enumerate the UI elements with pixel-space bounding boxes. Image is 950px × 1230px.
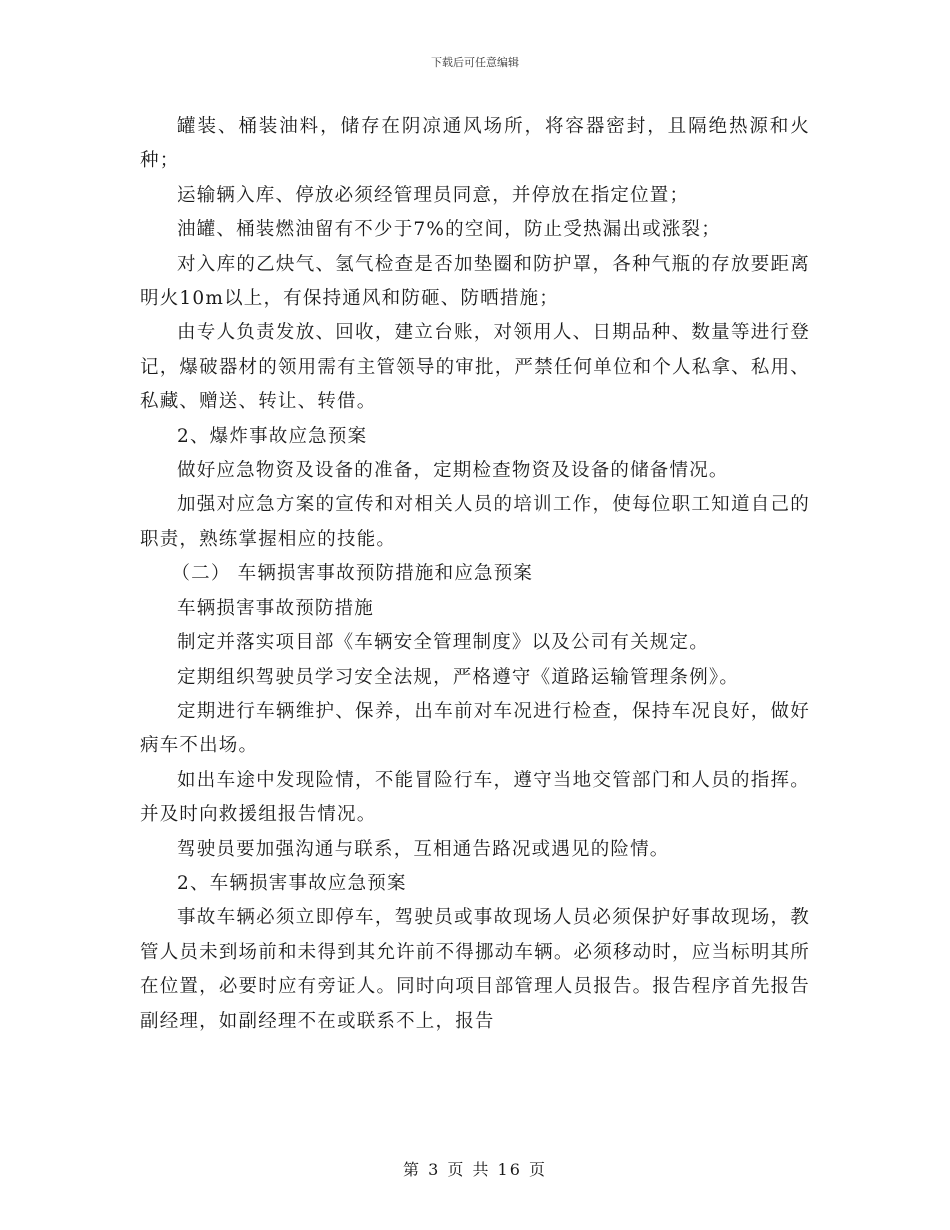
paragraph-emergency-supplies: 做好应急物资及设备的准备，定期检查物资及设备的储备情况。 (177, 460, 729, 482)
heading-explosion-emergency-plan: 2、爆炸事故应急预案 (177, 425, 368, 447)
paragraph-gas-cylinders: 对入库的乙炔气、氢气检查是否加垫圈和防护罩，各种气瓶的存放要距离明火10m以上，有保持通风和防砸、防晒措施； (140, 253, 810, 310)
paragraph-accident-procedure: 事故车辆必须立即停车，驾驶员或事故现场人员必须保护好事故现场，教管人员未到场前和未得到其允许前不得挪动车辆。必须移动时，应当标明其所在位置，必要时应有旁证人。同时向项目部管理人员报告。报告程序首先报告副经理，如副经理不在或联系不上，报告 (140, 907, 810, 1032)
heading-vehicle-damage-section: （二） 车辆损害事故预防措施和应急预案 (171, 563, 534, 585)
page-number: 第 3 页 共 16 页 (403, 1160, 547, 1179)
paragraph-driver-communication: 驾驶员要加强沟通与联系，互相通告路况或遇见的险情。 (177, 838, 670, 860)
paragraph-training: 加强对应急方案的宣传和对相关人员的培训工作，使每位职工知道自己的职责，熟练掌握相应的技能。 (140, 494, 810, 550)
paragraph-oil-storage: 罐装、桶装油料，储存在阴凉通风场所，将容器密封，且隔绝热源和火种； (140, 116, 810, 172)
paragraph-issuance-registry: 由专人负责发放、回收，建立台账，对领用人、日期品种、数量等进行登记，爆破器材的领用需有主管领导的审批，严禁任何单位和个人私拿、私用、私藏、赠送、转让、转借。 (140, 322, 810, 413)
paragraph-driver-training: 定期组织驾驶员学习安全法规，严格遵守《道路运输管理条例》。 (177, 666, 740, 688)
page-header-note: 下载后可任意编辑 (431, 56, 519, 69)
paragraph-danger-en-route: 如出车途中发现险情，不能冒险行车，遵守当地交管部门和人员的指挥。并及时向救援组报告情况。 (140, 769, 810, 826)
heading-vehicle-emergency-plan: 2、车辆损害事故应急预案 (177, 872, 407, 894)
paragraph-vehicle-entry: 运输辆入库、停放必须经管理员同意，并停放在指定位置； (177, 184, 690, 206)
paragraph-tank-space: 油罐、桶装燃油留有不少于7%的空间，防止受热漏出或涨裂； (177, 219, 721, 241)
heading-vehicle-prevention-measures: 车辆损害事故预防措施 (177, 597, 375, 619)
paragraph-vehicle-maintenance: 定期进行车辆维护、保养，出车前对车况进行检查，保持车况良好，做好病车不出场。 (140, 700, 810, 757)
document-body (140, 110, 810, 1039)
paragraph-vehicle-rules: 制定并落实项目部《车辆安全管理制度》以及公司有关规定。 (177, 632, 709, 654)
